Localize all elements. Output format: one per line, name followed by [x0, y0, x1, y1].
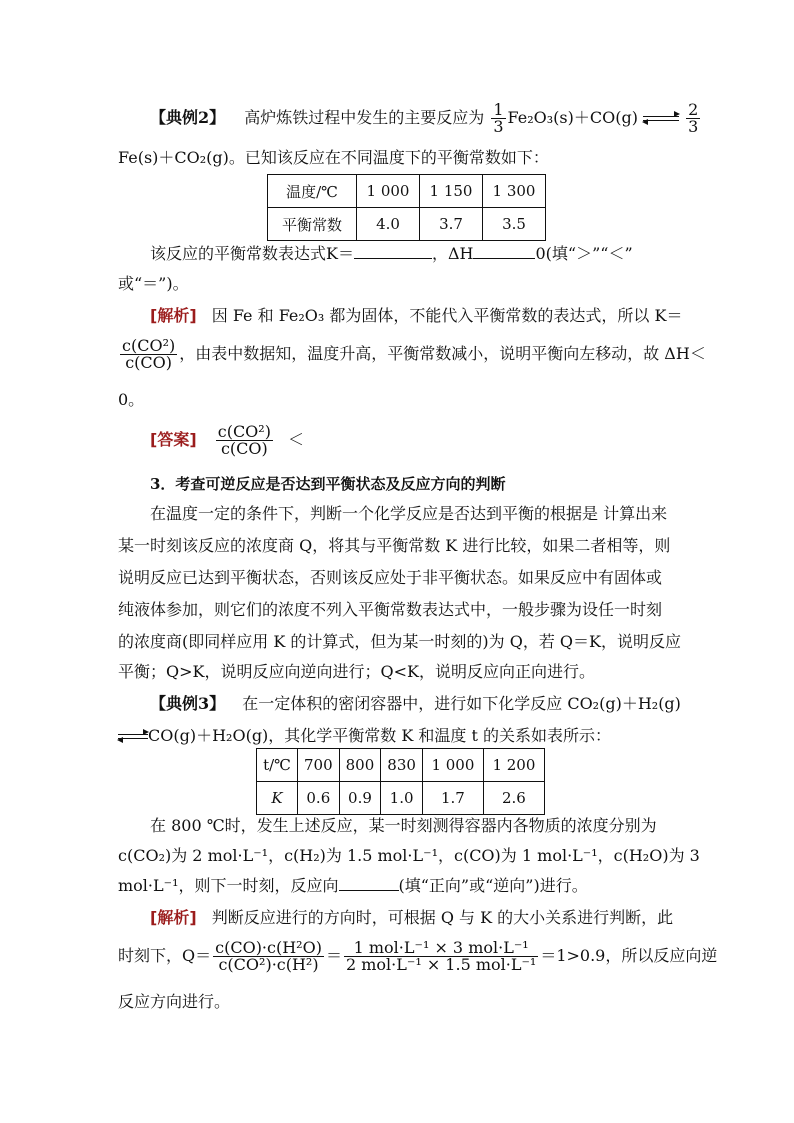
- analysis-text: 时刻下，Q＝: [118, 946, 212, 965]
- fraction-numerator: 1: [493, 100, 504, 119]
- example2-question-cont: 或“＝”)。: [118, 274, 189, 293]
- coefficient-fraction: [491, 102, 505, 135]
- answer-blank[interactable]: [354, 244, 432, 259]
- table-cell: 830: [381, 749, 423, 782]
- section-paragraph-line: 纯液体参加，则它们的浓度不列入平衡常数表达式中，一般步骤为设任一时刻: [118, 600, 663, 619]
- example3-line1: [150, 694, 681, 714]
- table-cell: 3.7: [420, 208, 483, 241]
- table-cell: 1 200: [483, 749, 544, 782]
- section-paragraph-line: 说明反应已达到平衡状态，否则该反应处于非平衡状态。如果反应中有固体或: [118, 568, 663, 587]
- question-text: 该反应的平衡常数表达式K＝: [150, 244, 354, 263]
- answer-blank[interactable]: [339, 876, 399, 891]
- question-text: (填“正向”或“逆向”)进行。: [398, 876, 588, 895]
- question-text: mol·L⁻¹，则下一时刻，反应向: [118, 876, 339, 895]
- example3-intro: 在一定体积的密闭容器中，进行如下化学反应 CO₂(g)＋H₂(g): [242, 694, 681, 713]
- equals-sign: ＝: [325, 946, 342, 965]
- table-cell: t/℃: [257, 749, 298, 782]
- example2-analysis-line3: 0。: [118, 390, 145, 409]
- section-title: 3．考查可逆反应是否达到平衡状态及反应方向的判断: [150, 475, 506, 493]
- table-row: [268, 208, 546, 241]
- analysis-text: ＝1>0.9，所以反应向逆: [540, 946, 718, 965]
- analysis-tag: [解析]: [150, 306, 197, 325]
- example2-table: [267, 174, 546, 241]
- answer-sign: ＜: [288, 430, 305, 449]
- coefficient-fraction-2: [686, 102, 700, 135]
- analysis-tag: [解析]: [150, 908, 197, 927]
- table-cell: 3.5: [483, 208, 546, 241]
- table-cell: 1.7: [422, 782, 483, 815]
- equilibrium-arrow-icon: [643, 114, 679, 124]
- example2-line1: [150, 102, 702, 135]
- question-text: ，ΔH: [431, 244, 474, 263]
- example2-line2: Fe(s)＋CO₂(g)。已知该反应在不同温度下的平衡常数如下：: [118, 148, 549, 167]
- example3-question-line1: 在 800 ℃时，发生上述反应，某一时刻测得容器内各物质的浓度分别为: [150, 816, 657, 835]
- table-cell: 1 000: [422, 749, 483, 782]
- example3-analysis: [150, 908, 673, 928]
- answer-blank[interactable]: [473, 244, 535, 259]
- table-cell: 0.6: [298, 782, 340, 815]
- q-expression: [213, 940, 324, 973]
- table-cell: 700: [298, 749, 340, 782]
- table-cell: 温度/℃: [268, 175, 357, 208]
- section-paragraph-line: 的浓度商(即同样应用 K 的计算式，但为某一时刻的)为 Q，若 Q＝K，说明反应: [118, 632, 681, 651]
- table-cell: 1 300: [483, 175, 546, 208]
- analysis-text: ，由表中数据知，温度升高，平衡常数减小，说明平衡向左移动，故 ΔH＜: [179, 344, 706, 363]
- example3-question-line2: c(CO₂)为 2 mol·L⁻¹，c(H₂)为 1.5 mol·L⁻¹，c(CO)为 1 mol·L⁻¹，c(H₂O)为 3: [118, 846, 700, 865]
- section-paragraph-line: 某一时刻该反应的浓度商 Q，将其与平衡常数 K 进行比较，如果二者相等，则: [118, 536, 671, 555]
- k-expression: [120, 338, 177, 371]
- answer-tag: [答案]: [150, 430, 197, 449]
- example3-tag: 【典例3】: [150, 694, 226, 713]
- analysis-text: 判断反应进行的方向时，可根据 Q 与 K 的大小关系进行判断，此: [211, 908, 674, 927]
- example2-intro: 高炉炼铁过程中发生的主要反应为: [244, 108, 485, 127]
- table-cell: 1 150: [420, 175, 483, 208]
- table-cell: 2.6: [483, 782, 544, 815]
- table-cell: 1.0: [381, 782, 423, 815]
- example3-analysis-line2: [118, 940, 717, 973]
- fraction-denominator: c(CO): [125, 353, 173, 372]
- table-cell: K: [257, 782, 298, 815]
- analysis-text: 因 Fe 和 Fe₂O₃ 都为固体，不能代入平衡常数的表达式，所以 K＝: [211, 306, 683, 325]
- fraction-numerator: 1 mol·L⁻¹ × 3 mol·L⁻¹: [344, 940, 538, 957]
- table-cell: 800: [339, 749, 381, 782]
- reactants: Fe₂O₃(s)＋CO(g): [507, 108, 638, 127]
- fraction-denominator: 2 mol·L⁻¹ × 1.5 mol·L⁻¹: [345, 955, 537, 974]
- table-row: [268, 175, 546, 208]
- table-row: [257, 749, 545, 782]
- fraction-denominator: 3: [493, 117, 504, 136]
- fraction-numerator: 2: [688, 100, 699, 119]
- example2-tag: 【典例2】: [150, 108, 226, 127]
- table-cell: 1 000: [357, 175, 420, 208]
- section-paragraph-line: 平衡；Q>K，说明反应向逆向进行；Q<K，说明反应向正向进行。: [118, 662, 595, 681]
- fraction-denominator: c(CO²)·c(H²): [218, 955, 319, 974]
- q-value-expression: [344, 940, 538, 973]
- table-cell: 0.9: [339, 782, 381, 815]
- example3-text: CO(g)＋H₂O(g)，其化学平衡常数 K 和温度 t 的关系如表所示：: [148, 726, 612, 745]
- example2-answer: [150, 424, 304, 457]
- table-cell: 4.0: [357, 208, 420, 241]
- answer-expression: [216, 424, 273, 457]
- example2-analysis: [150, 306, 682, 326]
- equilibrium-arrow-icon: [118, 732, 148, 742]
- example3-analysis-line3: 反应方向进行。: [118, 992, 231, 1011]
- question-text: 0(填“＞”“＜”: [535, 244, 633, 263]
- example3-question-line3: [118, 876, 588, 896]
- fraction-numerator: c(CO²): [217, 422, 271, 441]
- example2-analysis-line2: [118, 338, 706, 371]
- section-paragraph-line: 在温度一定的条件下，判断一个化学反应是否达到平衡的根据是 计算出来: [150, 504, 668, 523]
- fraction-denominator: 3: [688, 117, 699, 136]
- table-row: [257, 782, 545, 815]
- fraction-denominator: c(CO): [220, 439, 268, 458]
- example3-table: [256, 748, 545, 815]
- fraction-numerator: c(CO²): [122, 336, 176, 355]
- example3-line2: [118, 726, 611, 746]
- example2-question: [150, 244, 633, 264]
- fraction-numerator: c(CO)·c(H²O): [215, 938, 322, 957]
- table-cell: 平衡常数: [268, 208, 357, 241]
